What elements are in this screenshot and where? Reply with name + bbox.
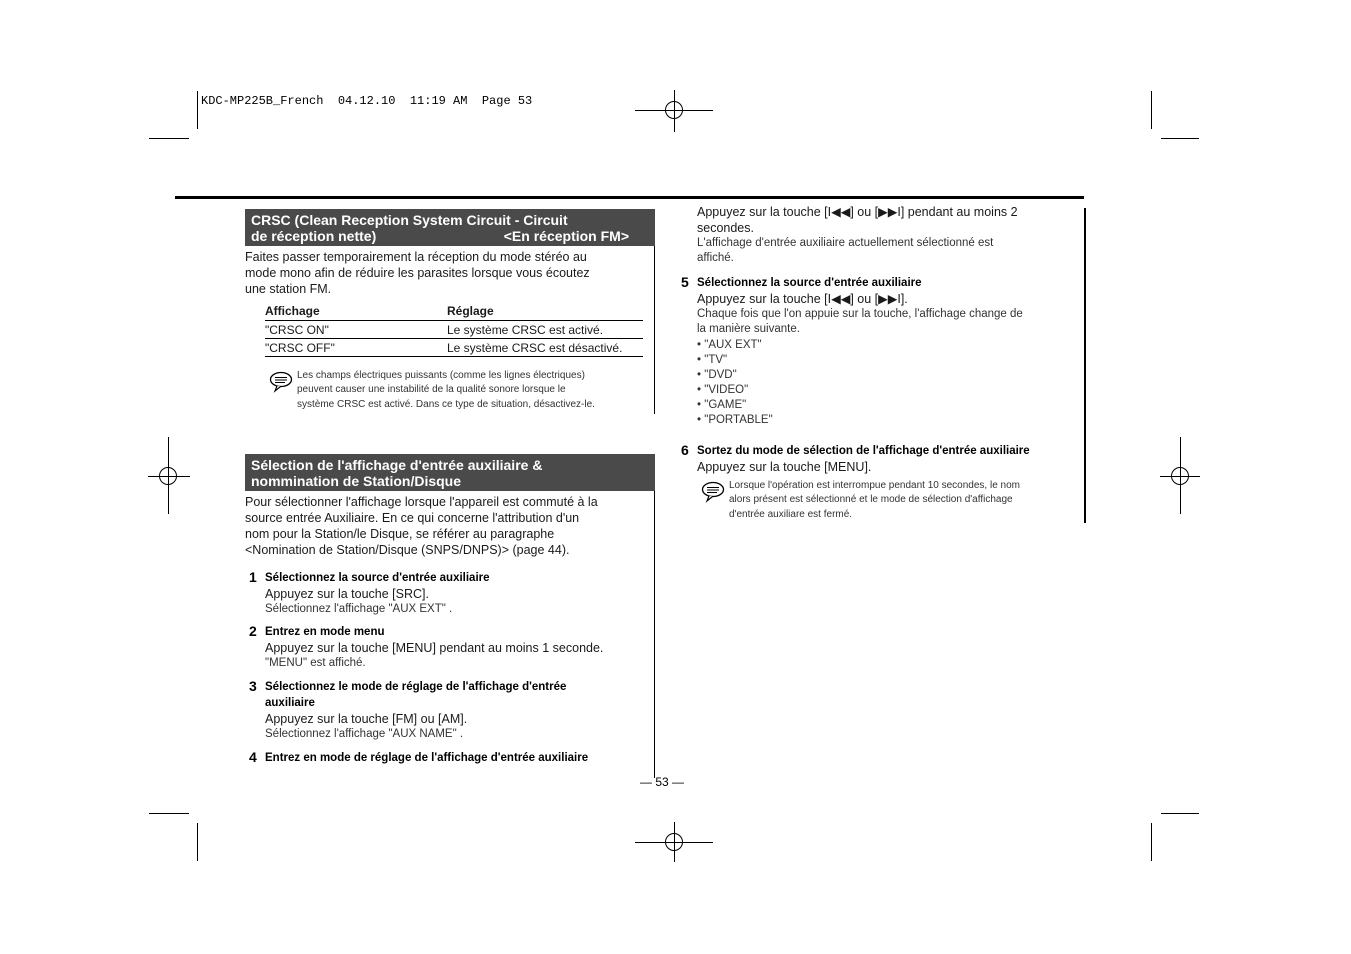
step-2-title: Entrez en mode menu (265, 626, 385, 638)
step-3-number: 3 (249, 678, 257, 694)
step-1-sub: Sélectionnez l'affichage "AUX EXT" . (265, 603, 453, 615)
page-number: — 53 — (640, 775, 685, 789)
note-line: d'entrée auxiliare est fermé. (729, 508, 853, 520)
note-line: Les champs électriques puissants (comme les lignes électriques) (297, 370, 585, 381)
file-header: KDC-MP225B_French 04.12.10 11:19 AM Page 53 (201, 94, 533, 108)
step-3-sub: Sélectionnez l'affichage "AUX NAME" . (265, 728, 464, 740)
cont-sub-line1: L'affichage d'entrée auxiliaire actuellement sélectionné est (697, 237, 994, 249)
aux-intro (245, 494, 655, 558)
aux-intro-line: nom pour la Station/le Disque, se référer au paragraphe (245, 527, 555, 541)
step-3-title-line2: auxiliaire (265, 697, 315, 709)
crsc-intro-line: une station FM. (245, 282, 332, 296)
list-item: • "AUX EXT" (697, 338, 1082, 353)
crsc-header-line1: CRSC (Clean Reception System Circuit - Circuit (251, 212, 568, 228)
step-3 (265, 679, 650, 742)
list-item: • "PORTABLE" (697, 413, 1082, 428)
table-row (265, 321, 643, 339)
crsc-intro-line: mode mono afin de réduire les parasites lorsque vous écoutez (245, 266, 590, 280)
step-5-sub-line2: la manière suivante. (697, 323, 800, 335)
step-2-number: 2 (249, 623, 257, 639)
table-header-affichage: Affichage (265, 304, 447, 321)
aux-intro-line: Pour sélectionner l'affichage lorsque l'appareil est commuté à la (245, 495, 598, 509)
step-4 (265, 750, 650, 766)
step-5-text: Appuyez sur la touche [I◀◀] ou [▶▶I]. (697, 292, 908, 306)
table-header-reglage: Réglage (447, 304, 643, 321)
step-4-title: Entrez en mode de réglage de l'affichage d'entrée auxiliaire (265, 752, 589, 764)
display-options-list (697, 338, 1082, 428)
crsc-header-line2-right: <En réception FM> (503, 228, 629, 244)
note-line: peuvent causer une instabilité de la qualité sonore lorsque le (297, 384, 566, 396)
note-line: système CRSC est activé. Dans ce type de situation, désactivez-le. (297, 398, 595, 410)
step-5-number: 5 (681, 274, 689, 290)
table-cell-display: "CRSC ON" (265, 321, 447, 339)
table-row (265, 339, 643, 357)
step-6 (697, 443, 1082, 475)
step-4-continuation (697, 204, 1082, 266)
note-line: Lorsque l'opération est interrompue pendant 10 secondes, le nom (729, 480, 1020, 491)
crsc-section-header (245, 209, 655, 246)
step-6-number: 6 (681, 442, 689, 458)
aux-header-line1: Sélection de l'affichage d'entrée auxiliaire & (251, 457, 543, 473)
step-2-text: Appuyez sur la touche [MENU] pendant au moins 1 seconde. (265, 641, 604, 655)
list-item: • "DVD" (697, 368, 1082, 383)
cont-sub-line2: affiché. (697, 252, 734, 264)
step-3-title: Sélectionnez le mode de réglage de l'affichage d'entrée (265, 681, 567, 693)
cont-text-line2: secondes. (697, 221, 754, 235)
list-item: • "VIDEO" (697, 383, 1082, 398)
crsc-intro-line: Faites passer temporairement la réception du mode stéréo au (245, 250, 587, 264)
top-rule (175, 196, 1084, 199)
aux-header-line2: nommination de Station/Disque (251, 473, 462, 489)
list-item: • "TV" (697, 353, 1082, 368)
aux-note-text (729, 479, 1079, 522)
step-1-number: 1 (249, 569, 257, 585)
step-3-text: Appuyez sur la touche [FM] ou [AM]. (265, 712, 468, 726)
table-cell-setting: Le système CRSC est désactivé. (447, 339, 643, 357)
list-item: • "GAME" (697, 398, 1082, 413)
step-5-sub-line1: Chaque fois que l'on appuie sur la touche, l'affichage change de (697, 308, 1023, 320)
note-line: alors présent est sélectionné et le mode de sélection d'affichage (729, 494, 1013, 506)
note-speech-bubble-icon (269, 371, 293, 393)
step-2-sub: "MENU" est affiché. (265, 657, 366, 669)
crsc-note-text (297, 369, 647, 412)
step-2 (265, 624, 650, 671)
aux-section-header (245, 454, 655, 491)
step-6-text: Appuyez sur la touche [MENU]. (697, 460, 872, 474)
step-5-title: Sélectionnez la source d'entrée auxiliaire (697, 277, 922, 289)
step-6-title: Sortez du mode de sélection de l'affichage d'entrée auxiliaire (697, 445, 1030, 457)
step-5 (697, 275, 1082, 428)
right-column-rule (1084, 208, 1086, 523)
aux-intro-line: <Nomination de Station/Disque (SNPS/DNPS)> (page 44). (245, 543, 570, 557)
crsc-table (265, 304, 643, 357)
step-4-number: 4 (249, 749, 257, 765)
step-1-text: Appuyez sur la touche [SRC]. (265, 587, 429, 601)
crsc-intro (245, 249, 655, 297)
step-1-title: Sélectionnez la source d'entrée auxiliaire (265, 572, 490, 584)
aux-intro-line: source entrée Auxiliaire. En ce qui concerne l'attribution d'un (245, 511, 580, 525)
cont-text-line1: Appuyez sur la touche [I◀◀] ou [▶▶I] pendant au moins 2 (697, 205, 1018, 219)
crsc-header-line2-left: de réception nette) (251, 228, 377, 244)
table-cell-setting: Le système CRSC est activé. (447, 321, 643, 339)
note-speech-bubble-icon (701, 481, 725, 503)
step-1 (265, 570, 650, 617)
table-cell-display: "CRSC OFF" (265, 339, 447, 357)
